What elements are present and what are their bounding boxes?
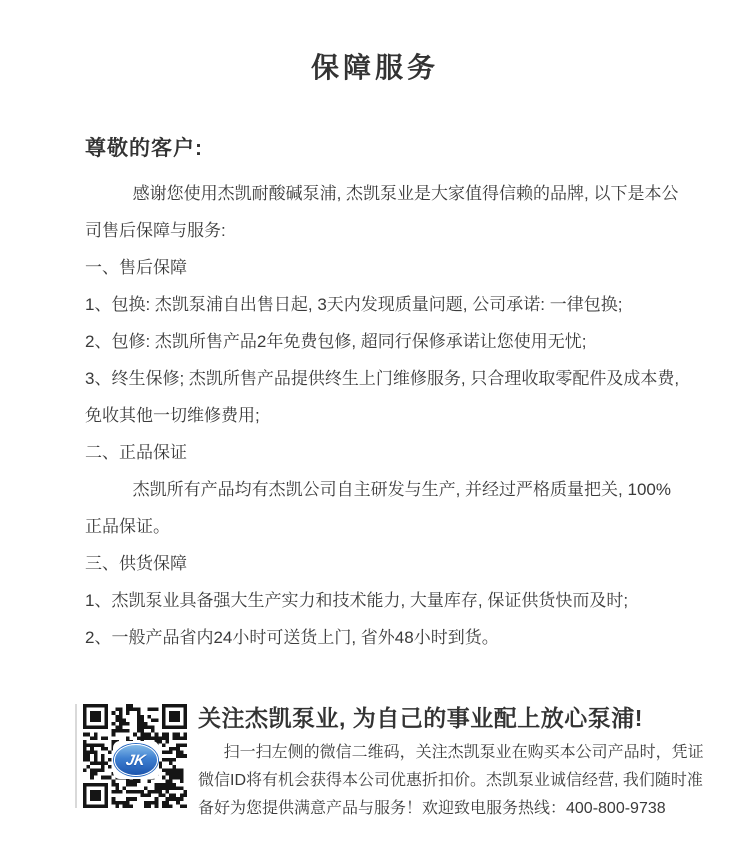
salutation-heading: 尊敬的客户: [85, 137, 203, 160]
page-title: 保障服务 [310, 52, 439, 83]
section-2-heading: 二、正品保证 [85, 443, 187, 462]
document-body [85, 175, 687, 656]
section-1-item-2: 2、包修: 杰凯所售产品2年免费包修, 超同行保修承诺让您使用无忧; [85, 332, 587, 351]
section-1-item-3: 3、终生保修; 杰凯所售产品提供终生上门维修服务, 只合理收取零配件及成本费, 免收其他一切维修费用; [85, 369, 680, 425]
section-1-heading: 一、售后保障 [85, 258, 187, 277]
section-3-item-2: 2、一般产品省内24小时可送货上门, 省外48小时到货。 [85, 628, 499, 647]
section-1-item-1: 1、包换: 杰凯泵浦自出售日起, 3天内发现质量问题, 公司承诺: 一律包换; [85, 295, 623, 314]
promo-text-block [198, 700, 706, 823]
jk-logo-ellipse [114, 744, 158, 776]
section-3-item-1: 1、杰凯泵业具备强大生产实力和技术能力, 大量库存, 保证供货快而及时; [85, 591, 629, 610]
promo-headline: 关注杰凯泵业, 为自己的事业配上放心泵浦! [198, 705, 643, 731]
section-2-body: 杰凯所有产品均有杰凯公司自主研发与生产, 并经过严格质量把关, 100%正品保证。 [85, 480, 671, 536]
jk-logo-icon [113, 741, 159, 779]
promo-footer [75, 700, 750, 823]
section-3-heading: 三、供货保障 [85, 554, 187, 573]
jk-logo-text: JK [124, 751, 148, 769]
wechat-qr-code [75, 704, 187, 808]
promo-description: 扫一扫左侧的微信二维码，关注杰凯泵业在购买本公司产品时，凭证微信ID将有机会获得本公司优惠折扣价。杰凯泵业诚信经营, 我们随时准备好为您提供满意产品与服务！欢迎致电服务热线：400-800-9738 [198, 744, 704, 817]
intro-paragraph: 感谢您使用杰凯耐酸碱泵浦, 杰凯泵业是大家值得信赖的品牌, 以下是本公司售后保障与服务: [85, 184, 679, 240]
